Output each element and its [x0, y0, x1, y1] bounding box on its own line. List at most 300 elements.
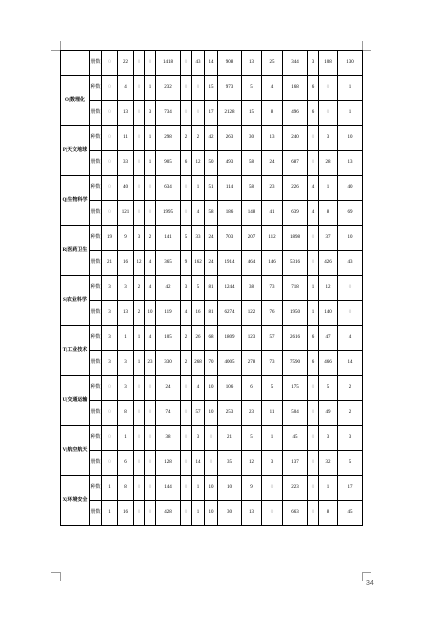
value-cell: 10: [338, 126, 363, 151]
value-cell: 13: [242, 501, 262, 526]
value-cell: 9: [181, 251, 192, 276]
value-cell: 0: [134, 426, 145, 451]
value-cell: 0: [134, 476, 145, 501]
value-cell: 263: [218, 126, 242, 151]
value-cell: 0: [308, 251, 319, 276]
table-row: [61, 401, 363, 426]
value-cell: 50: [205, 151, 218, 176]
value-cell: 21: [102, 251, 118, 276]
value-cell: 0: [102, 376, 118, 401]
value-cell: 0: [308, 426, 319, 451]
value-cell: 14: [338, 351, 363, 376]
value-cell: 0: [205, 426, 218, 451]
value-cell: 6: [118, 451, 134, 476]
value-cell: 33: [192, 226, 205, 251]
value-cell: 24: [262, 151, 283, 176]
value-cell: 6: [242, 376, 262, 401]
value-cell: 0: [308, 151, 319, 176]
value-cell: 1: [145, 126, 156, 151]
value-cell: 493: [218, 151, 242, 176]
value-cell: 74: [156, 401, 181, 426]
value-cell: 11: [262, 401, 283, 426]
row-type-cell: 种数: [90, 176, 102, 201]
value-cell: 2: [181, 351, 192, 376]
value-cell: 1950: [283, 301, 308, 326]
value-cell: 0: [181, 376, 192, 401]
row-type-cell: 册数: [90, 451, 102, 476]
value-cell: 0: [134, 151, 145, 176]
value-cell: 128: [156, 451, 181, 476]
value-cell: 10: [205, 376, 218, 401]
value-cell: 106: [218, 376, 242, 401]
value-cell: 0: [181, 201, 192, 226]
value-cell: 1: [118, 426, 134, 451]
value-cell: 0: [181, 476, 192, 501]
value-cell: 5: [242, 76, 262, 101]
value-cell: 47: [319, 326, 338, 351]
value-cell: 268: [192, 351, 205, 376]
row-type-cell: 册数: [90, 101, 102, 126]
value-cell: 6: [308, 326, 319, 351]
value-cell: 223: [283, 476, 308, 501]
value-cell: 43: [338, 251, 363, 276]
value-cell: 168: [283, 76, 308, 101]
row-type-cell: 种数: [90, 276, 102, 301]
value-cell: 908: [218, 51, 242, 76]
value-cell: 119: [156, 301, 181, 326]
table-row: [61, 451, 363, 476]
value-cell: 1: [319, 176, 338, 201]
value-cell: 226: [283, 176, 308, 201]
value-cell: 105: [156, 326, 181, 351]
value-cell: 175: [283, 376, 308, 401]
value-cell: 253: [218, 401, 242, 426]
value-cell: 232: [156, 76, 181, 101]
value-cell: 0: [262, 501, 283, 526]
value-cell: 12: [319, 276, 338, 301]
value-cell: 1: [118, 326, 134, 351]
value-cell: 17: [338, 476, 363, 501]
value-cell: 42: [156, 276, 181, 301]
value-cell: 5: [319, 376, 338, 401]
value-cell: 2: [192, 126, 205, 151]
value-cell: 51: [205, 176, 218, 201]
value-cell: 4: [338, 326, 363, 351]
value-cell: 40: [118, 176, 134, 201]
value-cell: 3: [262, 451, 283, 476]
value-cell: 68: [205, 326, 218, 351]
row-type-cell: 册数: [90, 251, 102, 276]
value-cell: 70: [205, 351, 218, 376]
value-cell: 0: [134, 401, 145, 426]
value-cell: 2: [145, 226, 156, 251]
value-cell: 0: [319, 101, 338, 126]
value-cell: 10: [205, 401, 218, 426]
value-cell: 3: [102, 301, 118, 326]
value-cell: 6: [181, 151, 192, 176]
value-cell: 0: [338, 276, 363, 301]
value-cell: 0: [308, 226, 319, 251]
value-cell: 4: [145, 326, 156, 351]
value-cell: 634: [156, 176, 181, 201]
value-cell: 2616: [283, 326, 308, 351]
value-cell: 13: [118, 301, 134, 326]
value-cell: 1: [134, 326, 145, 351]
value-cell: 8: [319, 501, 338, 526]
value-cell: 57: [192, 401, 205, 426]
table-row: [61, 176, 363, 201]
value-cell: 0: [102, 176, 118, 201]
table-row: [61, 276, 363, 301]
value-cell: 0: [134, 501, 145, 526]
value-cell: 1914: [218, 251, 242, 276]
value-cell: 2: [338, 376, 363, 401]
value-cell: 1: [192, 501, 205, 526]
value-cell: 0: [134, 176, 145, 201]
value-cell: 0: [145, 426, 156, 451]
value-cell: 30: [242, 126, 262, 151]
value-cell: 0: [192, 76, 205, 101]
value-cell: 35: [218, 451, 242, 476]
value-cell: 1995: [156, 201, 181, 226]
subject-cell: O|数理化: [61, 76, 90, 126]
value-cell: 23: [145, 351, 156, 376]
value-cell: 1: [338, 76, 363, 101]
row-type-cell: 种数: [90, 426, 102, 451]
value-cell: 0: [308, 376, 319, 401]
value-cell: 73: [262, 276, 283, 301]
value-cell: 298: [156, 126, 181, 151]
value-cell: 0: [181, 76, 192, 101]
value-cell: 0: [134, 376, 145, 401]
value-cell: 0: [134, 76, 145, 101]
row-type-cell: 册数: [90, 401, 102, 426]
value-cell: 8: [118, 476, 134, 501]
value-cell: 4005: [218, 351, 242, 376]
value-cell: 0: [145, 201, 156, 226]
value-cell: 1: [134, 351, 145, 376]
value-cell: 16: [118, 501, 134, 526]
value-cell: 3: [118, 376, 134, 401]
value-cell: 1: [338, 101, 363, 126]
value-cell: 6274: [218, 301, 242, 326]
value-cell: 3: [118, 351, 134, 376]
value-cell: 58: [242, 176, 262, 201]
value-cell: 0: [181, 451, 192, 476]
row-type-cell: 种数: [90, 226, 102, 251]
statistics-table: [60, 50, 363, 526]
value-cell: 1: [145, 76, 156, 101]
value-cell: 0: [308, 126, 319, 151]
subject-cell: Q|生物科学: [61, 176, 90, 226]
value-cell: 5: [338, 451, 363, 476]
value-cell: 43: [192, 51, 205, 76]
value-cell: 6: [308, 101, 319, 126]
value-cell: 23: [242, 401, 262, 426]
value-cell: 16: [118, 251, 134, 276]
value-cell: 2: [181, 326, 192, 351]
value-cell: 16: [192, 301, 205, 326]
value-cell: 140: [319, 301, 338, 326]
row-type-cell: 册数: [90, 51, 102, 76]
value-cell: 330: [156, 351, 181, 376]
value-cell: 905: [156, 151, 181, 176]
value-cell: 45: [338, 501, 363, 526]
value-cell: 0: [205, 451, 218, 476]
value-cell: 130: [338, 51, 363, 76]
value-cell: 3: [102, 276, 118, 301]
table-row: [61, 326, 363, 351]
value-cell: 5316: [283, 251, 308, 276]
value-cell: 639: [283, 201, 308, 226]
value-cell: 57: [262, 326, 283, 351]
value-cell: 76: [262, 301, 283, 326]
value-cell: 17: [205, 101, 218, 126]
value-cell: 663: [283, 501, 308, 526]
value-cell: 1809: [218, 326, 242, 351]
table-row: [61, 151, 363, 176]
value-cell: 4: [308, 201, 319, 226]
subject-cell: V|航空航天: [61, 426, 90, 476]
subject-cell: S|农业科学: [61, 276, 90, 326]
value-cell: 10: [218, 476, 242, 501]
value-cell: 3: [192, 426, 205, 451]
value-cell: 2128: [218, 101, 242, 126]
value-cell: 141: [156, 226, 181, 251]
value-cell: 3: [319, 126, 338, 151]
value-cell: 0: [145, 451, 156, 476]
value-cell: 1: [319, 476, 338, 501]
table-row: [61, 301, 363, 326]
value-cell: 4: [308, 176, 319, 201]
row-type-cell: 册数: [90, 301, 102, 326]
value-cell: 2: [338, 401, 363, 426]
value-cell: 4: [145, 276, 156, 301]
value-cell: 0: [308, 501, 319, 526]
value-cell: 344: [283, 51, 308, 76]
value-cell: 0: [181, 51, 192, 76]
value-cell: 21: [218, 426, 242, 451]
value-cell: 0: [145, 51, 156, 76]
value-cell: 0: [145, 376, 156, 401]
value-cell: 1244: [218, 276, 242, 301]
value-cell: 2: [134, 301, 145, 326]
value-cell: 3: [319, 426, 338, 451]
row-type-cell: 册数: [90, 201, 102, 226]
value-cell: 19: [102, 226, 118, 251]
value-cell: 2: [181, 126, 192, 151]
value-cell: 42: [205, 126, 218, 151]
value-cell: 13: [338, 151, 363, 176]
value-cell: 186: [218, 201, 242, 226]
value-cell: 108: [319, 51, 338, 76]
value-cell: 112: [262, 226, 283, 251]
subject-cell: T|工业技术: [61, 326, 90, 376]
value-cell: 28: [319, 151, 338, 176]
value-cell: 496: [283, 101, 308, 126]
value-cell: 0: [102, 101, 118, 126]
value-cell: 0: [134, 51, 145, 76]
value-cell: 10: [205, 476, 218, 501]
value-cell: 45: [283, 426, 308, 451]
value-cell: 1898: [283, 226, 308, 251]
subject-cell: P|天文地球: [61, 126, 90, 176]
value-cell: 69: [338, 201, 363, 226]
value-cell: 5: [181, 226, 192, 251]
value-cell: 0: [308, 451, 319, 476]
value-cell: 0: [181, 426, 192, 451]
value-cell: 40: [338, 176, 363, 201]
value-cell: 37: [319, 226, 338, 251]
subject-cell: X|环境安全: [61, 476, 90, 526]
value-cell: 7590: [283, 351, 308, 376]
table-row: [61, 501, 363, 526]
value-cell: 8: [118, 401, 134, 426]
value-cell: 32: [319, 451, 338, 476]
value-cell: 5: [262, 376, 283, 401]
value-cell: 1: [102, 476, 118, 501]
value-cell: 0: [338, 301, 363, 326]
value-cell: 81: [205, 301, 218, 326]
value-cell: 0: [102, 126, 118, 151]
value-cell: 734: [156, 101, 181, 126]
value-cell: 26: [192, 326, 205, 351]
value-cell: 3: [181, 276, 192, 301]
value-cell: 0: [134, 101, 145, 126]
value-cell: 466: [319, 351, 338, 376]
value-cell: 1: [262, 426, 283, 451]
value-cell: 3: [102, 326, 118, 351]
value-cell: 426: [319, 251, 338, 276]
value-cell: 122: [242, 301, 262, 326]
value-cell: 22: [118, 51, 134, 76]
value-cell: 58: [205, 201, 218, 226]
value-cell: 0: [145, 176, 156, 201]
value-cell: 0: [102, 201, 118, 226]
table-row: [61, 76, 363, 101]
value-cell: 4: [181, 301, 192, 326]
value-cell: 6: [308, 76, 319, 101]
table-row: [61, 426, 363, 451]
value-cell: 1: [308, 276, 319, 301]
value-cell: 0: [102, 451, 118, 476]
row-type-cell: 册数: [90, 351, 102, 376]
value-cell: 14: [205, 51, 218, 76]
row-type-cell: 种数: [90, 326, 102, 351]
table-row: [61, 201, 363, 226]
value-cell: 703: [218, 226, 242, 251]
value-cell: 0: [308, 401, 319, 426]
row-type-cell: 册数: [90, 151, 102, 176]
value-cell: 5: [242, 426, 262, 451]
value-cell: 0: [102, 51, 118, 76]
value-cell: 504: [283, 401, 308, 426]
value-cell: 973: [218, 76, 242, 101]
value-cell: 207: [242, 226, 262, 251]
table-row: [61, 476, 363, 501]
value-cell: 0: [145, 476, 156, 501]
value-cell: 464: [242, 251, 262, 276]
value-cell: 0: [181, 501, 192, 526]
row-type-cell: 册数: [90, 501, 102, 526]
value-cell: 1418: [156, 51, 181, 76]
value-cell: 24: [205, 251, 218, 276]
table-row: [61, 101, 363, 126]
subject-cell: [61, 51, 90, 76]
value-cell: 0: [102, 151, 118, 176]
value-cell: 162: [192, 251, 205, 276]
value-cell: 10: [205, 501, 218, 526]
value-cell: 0: [102, 401, 118, 426]
value-cell: 10: [145, 301, 156, 326]
value-cell: 4: [118, 76, 134, 101]
value-cell: 0: [308, 476, 319, 501]
value-cell: 0: [181, 176, 192, 201]
row-type-cell: 种数: [90, 476, 102, 501]
value-cell: 15: [205, 76, 218, 101]
table-body: [61, 51, 363, 526]
value-cell: 24: [156, 376, 181, 401]
crop-mark-bottom-left: [60, 572, 61, 573]
value-cell: 428: [156, 501, 181, 526]
value-cell: 25: [262, 51, 283, 76]
value-cell: 1: [192, 476, 205, 501]
value-cell: 1: [145, 151, 156, 176]
value-cell: 38: [156, 426, 181, 451]
value-cell: 13: [242, 51, 262, 76]
page-number: 34: [366, 580, 374, 587]
value-cell: 114: [218, 176, 242, 201]
value-cell: 9: [242, 476, 262, 501]
value-cell: 58: [242, 151, 262, 176]
value-cell: 1: [192, 176, 205, 201]
value-cell: 8: [262, 101, 283, 126]
table-row: [61, 226, 363, 251]
value-cell: 240: [283, 126, 308, 151]
value-cell: 41: [262, 201, 283, 226]
value-cell: 49: [319, 401, 338, 426]
row-type-cell: 种数: [90, 126, 102, 151]
value-cell: 3: [145, 101, 156, 126]
value-cell: 3: [134, 226, 145, 251]
value-cell: 4: [192, 376, 205, 401]
value-cell: 0: [181, 101, 192, 126]
table-row: [61, 351, 363, 376]
value-cell: 6: [308, 351, 319, 376]
value-cell: 1: [102, 501, 118, 526]
value-cell: 10: [338, 226, 363, 251]
value-cell: 24: [205, 226, 218, 251]
value-cell: 148: [242, 201, 262, 226]
value-cell: 278: [242, 351, 262, 376]
value-cell: 3: [102, 351, 118, 376]
value-cell: 33: [118, 151, 134, 176]
table-row: [61, 51, 363, 76]
value-cell: 4: [192, 201, 205, 226]
value-cell: 0: [102, 76, 118, 101]
subject-cell: R|医药卫生: [61, 226, 90, 276]
value-cell: 0: [262, 476, 283, 501]
value-cell: 13: [118, 101, 134, 126]
value-cell: 9: [118, 226, 134, 251]
value-cell: 718: [283, 276, 308, 301]
value-cell: 12: [134, 251, 145, 276]
value-cell: 12: [192, 151, 205, 176]
value-cell: 14: [192, 451, 205, 476]
row-type-cell: 种数: [90, 376, 102, 401]
value-cell: 13: [262, 126, 283, 151]
value-cell: 1: [308, 301, 319, 326]
